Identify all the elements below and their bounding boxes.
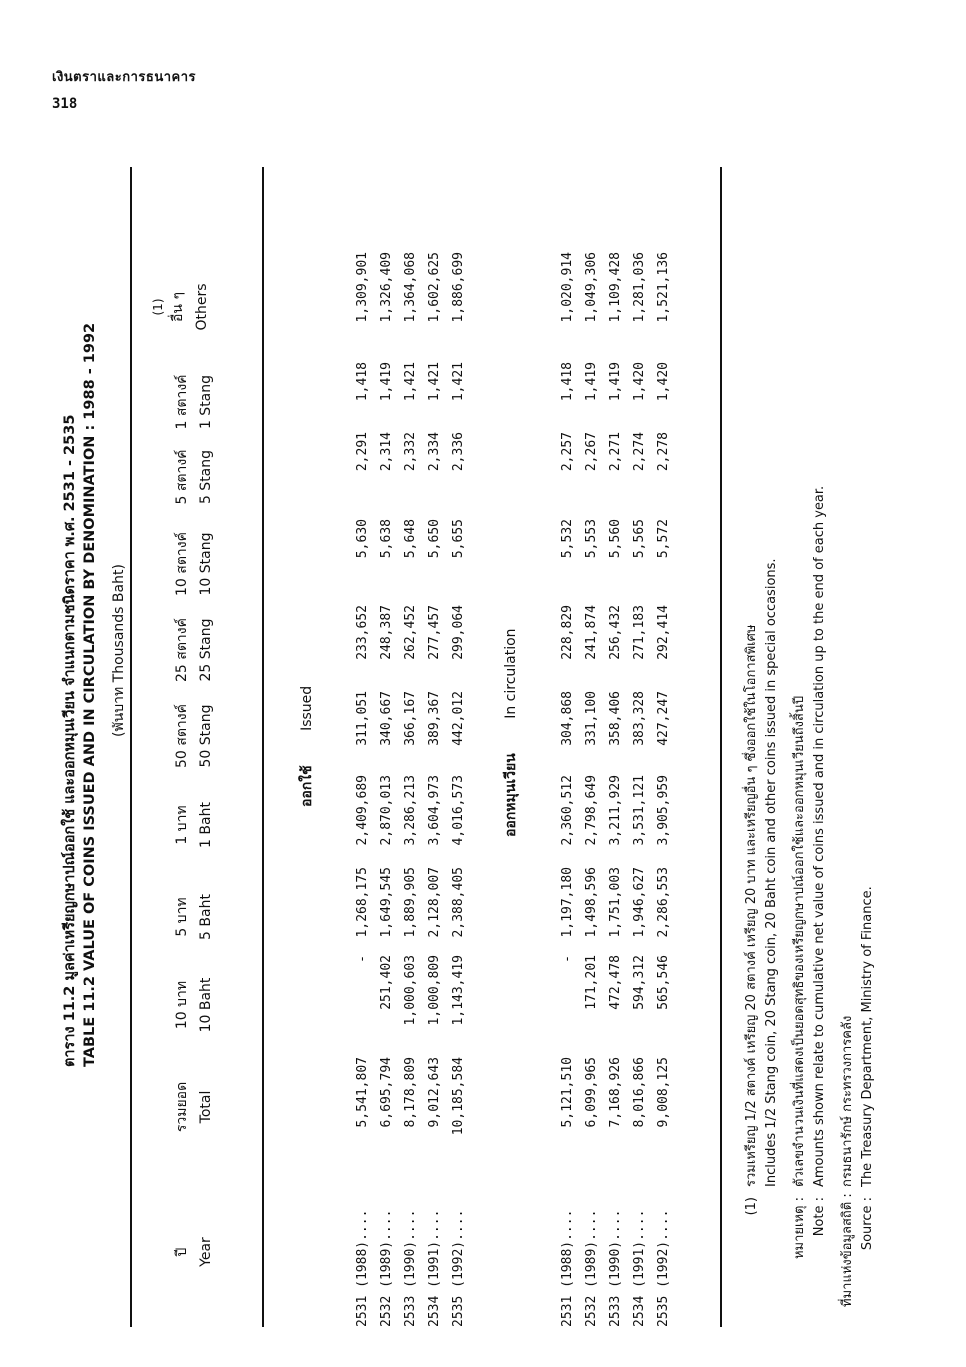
value-cell: 1,419 [584, 362, 599, 402]
year-cell: 2535 (1992).... [451, 1209, 466, 1327]
section-label-issued-thai: ออกใช้ [299, 765, 315, 807]
value-cell: 2,332 [403, 432, 418, 472]
value-cell: 1,109,428 [608, 252, 623, 323]
section-label-issued-eng: Issued [299, 685, 315, 731]
value-cell: 2,334 [427, 432, 442, 472]
value-cell: 1,498,596 [584, 867, 599, 938]
value-cell: 228,829 [560, 605, 575, 660]
value-cell: 5,650 [427, 519, 442, 559]
table-row [379, 0, 403, 1367]
column-header-eng: 50 Stang [198, 704, 214, 768]
value-cell: 5,565 [632, 519, 647, 559]
table-row [560, 0, 584, 1367]
value-cell: 2,336 [451, 432, 466, 472]
value-cell: 299,064 [451, 605, 466, 660]
top-rule [130, 167, 132, 1327]
value-cell: 1,421 [403, 362, 418, 402]
note-line [788, 696, 809, 1307]
column-header-eng: 10 Stang [198, 532, 214, 596]
value-cell: 9,012,643 [427, 1057, 442, 1128]
value-cell: 389,367 [427, 691, 442, 746]
value-cell: 340,667 [379, 691, 394, 746]
note-line [740, 625, 761, 1307]
value-cell: 271,183 [632, 605, 647, 660]
note-line [764, 558, 779, 1307]
note-label: Note : [812, 1197, 827, 1237]
value-cell: 277,457 [427, 605, 442, 660]
value-cell: 256,432 [608, 605, 623, 660]
value-cell: 2,409,689 [355, 775, 370, 846]
value-cell: 10,185,584 [451, 1057, 466, 1136]
value-cell: 427,247 [656, 691, 671, 746]
column-header-thai: 1 บาท [174, 805, 190, 845]
section-label-circulation [500, 628, 522, 837]
value-cell: 2,128,007 [427, 867, 442, 938]
column-header-thai: อื่น ๆ [170, 292, 186, 322]
table-title-thai: ตาราง 11.2 มูลค่าเหรียญกษาปณ์ออกใช้ และออกหมุนเวียน จำแนกตามชนิดราคา พ.ศ. 2531 - 2535 [62, 414, 78, 1067]
table-row [427, 0, 451, 1367]
value-cell: 262,452 [403, 605, 418, 660]
note-label: Source : [860, 1197, 875, 1251]
value-cell: 1,419 [379, 362, 394, 402]
value-cell: 5,541,807 [355, 1057, 370, 1128]
value-cell: 594,312 [632, 955, 647, 1010]
column-header-eng: 1 Baht [198, 802, 214, 848]
note-text: ตัวเลขจำนวนเงินที่แสดงเป็นยอดสุทธิของเหรียญกษาปณ์ออกใช้และออกหมุนเวียนถึงสิ้นปี [792, 695, 807, 1187]
value-cell: 2,286,553 [656, 867, 671, 938]
value-cell: 3,604,973 [427, 775, 442, 846]
column-header-thai: รวมยอด [174, 1081, 190, 1133]
value-cell: 5,121,510 [560, 1057, 575, 1128]
column-header-eng: 5 Stang [198, 449, 214, 505]
value-cell: 1,421 [451, 362, 466, 402]
value-cell: 565,546 [656, 955, 671, 1010]
value-cell: 7,168,926 [608, 1057, 623, 1128]
note-text: The Treasury Department, Ministry of Finance. [860, 886, 875, 1187]
value-cell: 9,008,125 [656, 1057, 671, 1128]
value-cell: 3,531,121 [632, 775, 647, 846]
value-cell: 2,314 [379, 432, 394, 472]
value-cell: 8,016,866 [632, 1057, 647, 1128]
column-header-thai: 5 บาท [174, 897, 190, 937]
year-cell: 2532 (1989).... [379, 1209, 394, 1327]
year-cell: 2533 (1990).... [608, 1209, 623, 1327]
table-row [451, 0, 475, 1367]
value-cell: 1,418 [560, 362, 575, 402]
year-cell: 2531 (1988).... [355, 1209, 370, 1327]
column-header-eng: 1 Stang [198, 374, 214, 430]
value-cell: - [560, 955, 575, 963]
value-cell: 1,751,003 [608, 867, 623, 938]
value-cell: 233,652 [355, 605, 370, 660]
table-unit: (พันบาท Thousands Baht) [111, 564, 127, 737]
value-cell: 1,420 [632, 362, 647, 402]
value-cell: 6,695,794 [379, 1057, 394, 1128]
value-cell: 1,326,409 [379, 252, 394, 323]
table-row [632, 0, 656, 1367]
note-label: (1) [744, 1197, 759, 1216]
value-cell: 251,402 [379, 955, 394, 1010]
value-cell: 5,553 [584, 519, 599, 559]
value-cell: 3,211,929 [608, 775, 623, 846]
note-label: หมายเหตุ : [792, 1197, 807, 1260]
value-cell: 1,364,068 [403, 252, 418, 323]
value-cell: 2,257 [560, 432, 575, 472]
value-cell: 2,274 [632, 432, 647, 472]
value-cell: 383,328 [632, 691, 647, 746]
value-cell: 366,167 [403, 691, 418, 746]
year-cell: 2532 (1989).... [584, 1209, 599, 1327]
value-cell: 1,421 [427, 362, 442, 402]
value-cell: 292,414 [656, 605, 671, 660]
value-cell: 1,889,905 [403, 867, 418, 938]
value-cell: 5,655 [451, 519, 466, 559]
value-cell: 1,419 [608, 362, 623, 402]
table-row [355, 0, 379, 1367]
value-cell: 2,388,405 [451, 867, 466, 938]
note-label: ที่มาแห่งข้อมูลสถิติ : [840, 1193, 855, 1307]
value-cell: 3,286,213 [403, 775, 418, 846]
value-cell: 4,016,573 [451, 775, 466, 846]
table-row [584, 0, 608, 1367]
value-cell: 3,905,959 [656, 775, 671, 846]
value-cell: 311,051 [355, 691, 370, 746]
table-row [608, 0, 632, 1367]
value-cell: 171,201 [584, 955, 599, 1010]
value-cell: 1,000,809 [427, 955, 442, 1026]
value-cell: 5,560 [608, 519, 623, 559]
table-title-english: TABLE 11.2 VALUE OF COINS ISSUED AND IN CIRCULATION BY DENOMINATION : 1988 - 1992 [82, 322, 98, 1067]
value-cell: 8,178,809 [403, 1057, 418, 1128]
value-cell: 1,000,603 [403, 955, 418, 1026]
value-cell: 1,268,175 [355, 867, 370, 938]
table-row [656, 0, 680, 1367]
section-label-circulation-eng: In circulation [503, 628, 519, 719]
column-header-eng: 5 Baht [198, 894, 214, 940]
value-cell: 1,420 [656, 362, 671, 402]
section-label-issued [296, 686, 318, 807]
value-cell: 2,291 [355, 432, 370, 472]
year-cell: 2533 (1990).... [403, 1209, 418, 1327]
value-cell: 6,099,965 [584, 1057, 599, 1128]
value-cell: 241,874 [584, 605, 599, 660]
bottom-rule [720, 167, 722, 1327]
note-text: Includes 1/2 Stang coin, 20 Stang coin, 20 Baht coin and other coins issued in special occasions. [764, 558, 779, 1187]
note-line [812, 486, 827, 1307]
column-header-10 [150, 237, 214, 377]
value-cell: 5,638 [379, 519, 394, 559]
value-cell: 1,049,306 [584, 252, 599, 323]
column-header-thai: 25 สตางค์ [174, 618, 190, 682]
column-header-thai: 10 บาท [174, 980, 190, 1030]
value-cell: 1,143,419 [451, 955, 466, 1026]
column-header-thai: 5 สตางค์ [174, 449, 190, 505]
column-header-eng: Others [194, 283, 210, 331]
note-line [860, 886, 875, 1307]
value-cell: 358,406 [608, 691, 623, 746]
value-cell: 5,532 [560, 519, 575, 559]
value-cell: 5,630 [355, 519, 370, 559]
table-row [403, 0, 427, 1367]
value-cell: 2,278 [656, 432, 671, 472]
value-cell: 1,418 [355, 362, 370, 402]
value-cell: 2,798,649 [584, 775, 599, 846]
column-header-thai: ปี [174, 1247, 190, 1257]
value-cell: 2,360,512 [560, 775, 575, 846]
column-header-footnote: (1) [151, 298, 165, 316]
note-text: Amounts shown relate to cumulative net value of coins issued and in circulation up to the end of each year. [812, 485, 827, 1187]
year-cell: 2534 (1991).... [427, 1209, 442, 1327]
value-cell: 1,521,136 [656, 252, 671, 323]
value-cell: 5,648 [403, 519, 418, 559]
column-header-eng: Year [198, 1237, 214, 1267]
value-cell: 1,649,545 [379, 867, 394, 938]
value-cell: 1,946,627 [632, 867, 647, 938]
column-header-thai: 10 สตางค์ [174, 532, 190, 596]
year-cell: 2531 (1988).... [560, 1209, 575, 1327]
column-header-eng: Total [198, 1090, 214, 1124]
book-title: เงินตราและการธนาคาร [52, 70, 196, 85]
value-cell: 248,387 [379, 605, 394, 660]
column-header-eng: 25 Stang [198, 618, 214, 682]
value-cell: 1,197,180 [560, 867, 575, 938]
column-header-0 [170, 1177, 218, 1327]
note-text: กรมธนารักษ์ กระทรวงการคลัง [840, 1015, 855, 1187]
value-cell: 442,012 [451, 691, 466, 746]
value-cell: 1,602,625 [427, 252, 442, 323]
value-cell: 304,868 [560, 691, 575, 746]
value-cell: 1,886,699 [451, 252, 466, 323]
column-header-thai: 50 สตางค์ [174, 704, 190, 768]
value-cell: 1,281,036 [632, 252, 647, 323]
value-cell: 331,100 [584, 691, 599, 746]
column-header-eng: 10 Baht [198, 977, 214, 1033]
value-cell: 2,267 [584, 432, 599, 472]
column-header-thai: 1 สตางค์ [174, 374, 190, 430]
note-line [836, 1016, 857, 1307]
value-cell: 472,478 [608, 955, 623, 1010]
value-cell: 2,271 [608, 432, 623, 472]
year-cell: 2534 (1991).... [632, 1209, 647, 1327]
value-cell: 1,309,901 [355, 252, 370, 323]
header-rule [262, 167, 264, 1327]
value-cell: - [355, 955, 370, 963]
value-cell: 1,020,914 [560, 252, 575, 323]
year-cell: 2535 (1992).... [656, 1209, 671, 1327]
page-number: 318 [52, 96, 78, 112]
section-label-circulation-thai: ออกหมุนเวียน [503, 753, 519, 837]
value-cell: 2,870,013 [379, 775, 394, 846]
value-cell: 5,572 [656, 519, 671, 559]
note-text: รวมเหรียญ 1/2 สตางค์ เหรียญ 20 สตางค์ เหรียญ 20 บาท และเหรียญอื่น ๆ ซึ่งออกใช้ในโอกาสพิเศษ [744, 624, 759, 1187]
